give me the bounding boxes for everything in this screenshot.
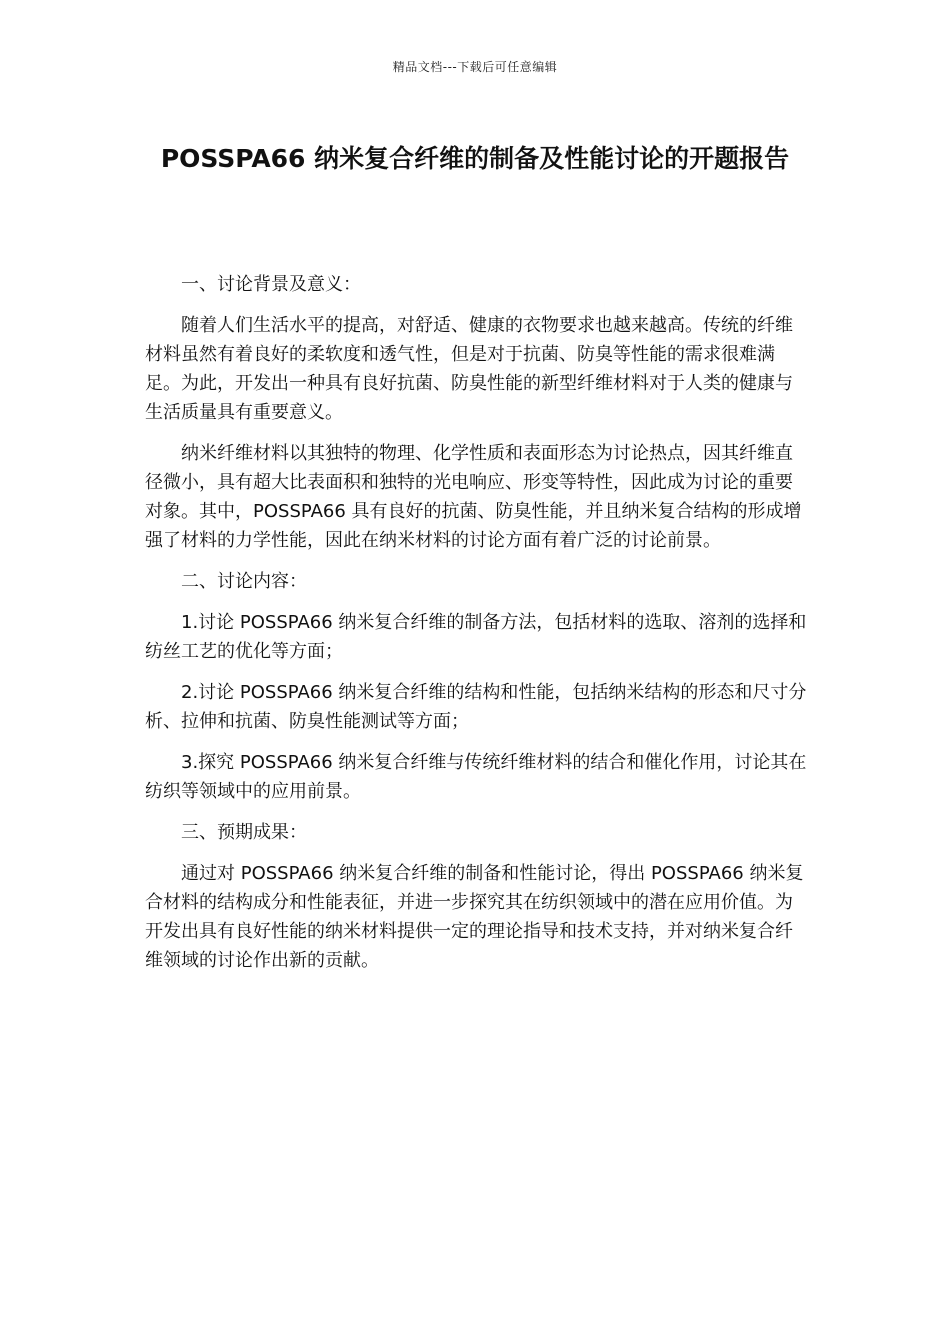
document-title: POSSPA66 纳米复合纤维的制备及性能讨论的开题报告 [160, 144, 790, 173]
list-item: 1.讨论 POSSPA66 纳米复合纤维的制备方法，包括材料的选取、溶剂的选择和纺丝工艺的优化等方面； [145, 612, 807, 662]
paragraph: 随着人们生活水平的提高，对舒适、健康的衣物要求也越来越高。传统的纤维材料虽然有着良好的柔软度和透气性，但是对于抗菌、防臭等性能的需求很难满足。为此，开发出一种具有良好抗菌、防臭性能的新型纤维材料对于人类的健康与生活质量具有重要意义。 [145, 315, 793, 423]
document-body [145, 270, 810, 987]
section-heading-background: 一、讨论背景及意义： [181, 274, 361, 295]
paragraph: 纳米纤维材料以其独特的物理、化学性质和表面形态为讨论热点，因其纤维直径微小，具有超大比表面积和独特的光电响应、形变等特性，因此成为讨论的重要对象。其中，POSSPA66 具有良好的抗菌、防臭性能，并且纳米复合结构的形成增强了材料的力学性能，因此在纳米材料的讨论方面有着广泛的讨论前景。 [145, 443, 802, 551]
paragraph: 通过对 POSSPA66 纳米复合纤维的制备和性能讨论，得出 POSSPA66 纳米复合材料的结构成分和性能表征，并进一步探究其在纺织领域中的潜在应用价值。为开发出具有良好性能的纳米材料提供一定的理论指导和技术支持，并对纳米复合纤维领域的讨论作出新的贡献。 [145, 863, 804, 971]
section-heading-content: 二、讨论内容： [181, 571, 307, 592]
list-item: 3.探究 POSSPA66 纳米复合纤维与传统纤维材料的结合和催化作用，讨论其在纺织等领域中的应用前景。 [145, 752, 807, 802]
section-heading-outcomes: 三、预期成果： [181, 822, 307, 843]
list-item: 2.讨论 POSSPA66 纳米复合纤维的结构和性能，包括纳米结构的形态和尺寸分析、拉伸和抗菌、防臭性能测试等方面； [145, 682, 807, 732]
header-note: 精品文档---下载后可任意编辑 [392, 60, 558, 74]
